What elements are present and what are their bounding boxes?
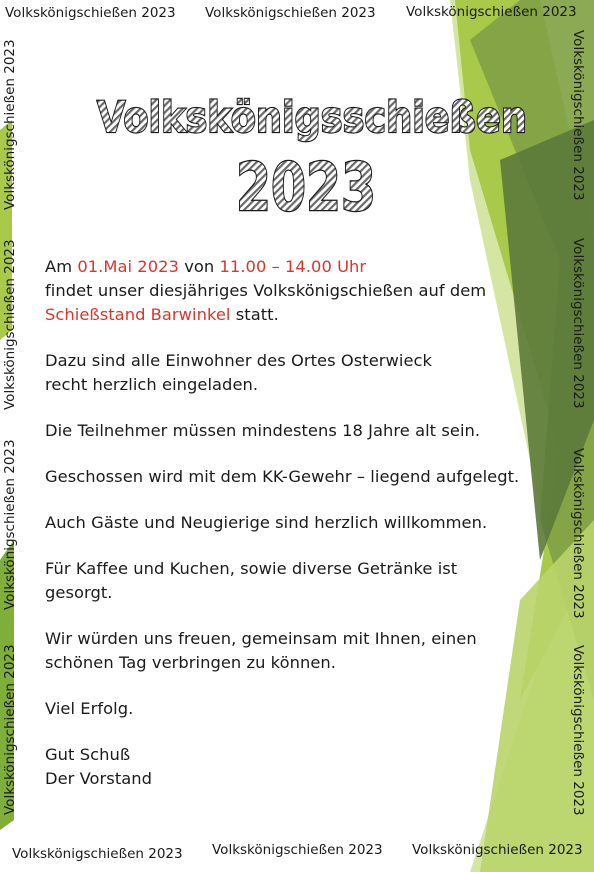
border-label-bottom-center: Volkskönigschießen 2023 bbox=[212, 842, 383, 858]
announcement-body bbox=[45, 255, 565, 791]
border-label-right-2: Volkskönigschießen 2023 bbox=[570, 238, 586, 409]
paragraph-guests: Auch Gäste und Neugierige sind herzlich willkommen. bbox=[45, 513, 488, 532]
paragraph-rifle: Geschossen wird mit dem KK-Gewehr – liegend aufgelegt. bbox=[45, 467, 520, 486]
signature-line-1: Gut Schuß bbox=[45, 745, 131, 764]
text-statt: statt. bbox=[235, 305, 279, 324]
title-line-1: Volkskönigsschießen bbox=[97, 93, 527, 143]
border-label-bottom-left: Volkskönigschießen 2023 bbox=[12, 846, 183, 862]
text-location-intro: findet unser diesjähriges Volkskönigschießen auf dem bbox=[45, 281, 487, 300]
paragraph-good-luck: Viel Erfolg. bbox=[45, 699, 134, 718]
paragraph-catering bbox=[45, 557, 565, 605]
paragraph-invitation bbox=[45, 349, 565, 397]
invitation-line-1: Dazu sind alle Einwohner des Ortes Osterwieck bbox=[45, 351, 432, 370]
invitation-line-2: recht herzlich eingeladen. bbox=[45, 375, 259, 394]
paragraph-age: Die Teilnehmer müssen mindestens 18 Jahre alt sein. bbox=[45, 421, 481, 440]
border-label-top-right: Volkskönigschießen 2023 bbox=[406, 4, 577, 20]
border-label-right-1: Volkskönigschießen 2023 bbox=[570, 30, 586, 201]
paragraph-date-time bbox=[45, 255, 565, 327]
paragraph-closing bbox=[45, 627, 565, 675]
signature bbox=[45, 743, 565, 791]
text-von: von bbox=[184, 257, 215, 276]
catering-line-1: Für Kaffee und Kuchen, sowie diverse Getränke ist bbox=[45, 559, 458, 578]
event-date: 01.Mai 2023 bbox=[77, 257, 179, 276]
signature-line-2: Der Vorstand bbox=[45, 769, 153, 788]
border-label-right-3: Volkskönigschießen 2023 bbox=[570, 448, 586, 619]
title-block bbox=[0, 0, 594, 240]
closing-line-1: Wir würden uns freuen, gemeinsam mit Ihnen, einen bbox=[45, 629, 477, 648]
border-label-left-2: Volkskönigschießen 2023 bbox=[2, 239, 18, 410]
closing-line-2: schönen Tag verbringen zu können. bbox=[45, 653, 336, 672]
event-time: 11.00 – 14.00 Uhr bbox=[219, 257, 367, 276]
catering-line-2: gesorgt. bbox=[45, 583, 113, 602]
border-label-left-1: Volkskönigschießen 2023 bbox=[2, 39, 18, 210]
text-am: Am bbox=[45, 257, 73, 276]
border-label-top-left: Volkskönigschießen 2023 bbox=[5, 5, 176, 21]
event-location: Schießstand Barwinkel bbox=[45, 305, 231, 324]
border-label-right-4: Volkskönigschießen 2023 bbox=[570, 645, 586, 816]
title-line-2: 2023 bbox=[236, 149, 376, 226]
border-label-left-3: Volkskönigschießen 2023 bbox=[2, 439, 18, 610]
border-label-top-center: Volkskönigschießen 2023 bbox=[205, 5, 376, 21]
border-label-bottom-right: Volkskönigschießen 2023 bbox=[412, 842, 583, 858]
border-label-left-4: Volkskönigschießen 2023 bbox=[2, 644, 18, 815]
